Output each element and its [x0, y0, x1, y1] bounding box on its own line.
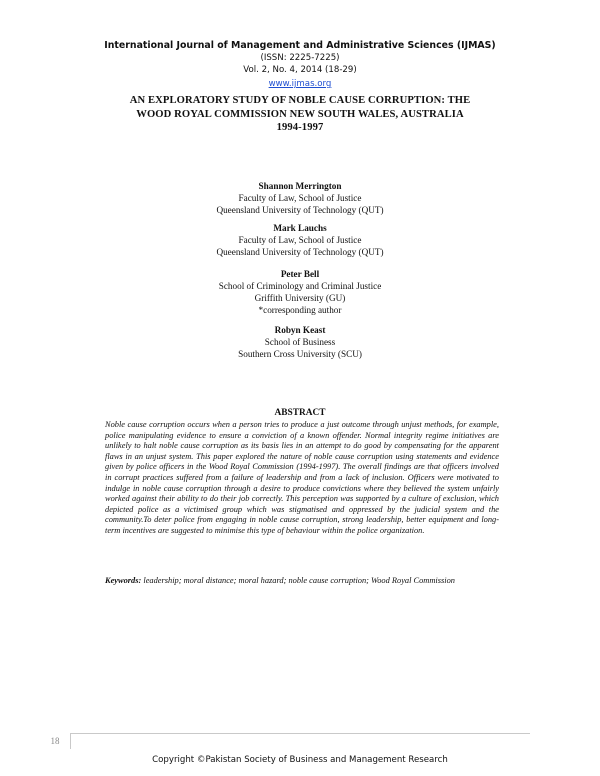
title-line: 1994-1997 — [276, 122, 324, 133]
footer-divider — [70, 733, 530, 734]
author-block — [180, 324, 420, 360]
author-name: Shannon Merrington — [258, 181, 342, 191]
title-line: AN EXPLORATORY STUDY OF NOBLE CAUSE CORRUPTION: THE — [129, 95, 471, 106]
author-affiliation: Queensland University of Technology (QUT) — [216, 247, 384, 257]
abstract-heading: ABSTRACT — [274, 408, 326, 418]
author-affiliation: Griffith University (GU) — [254, 293, 346, 303]
journal-name: International Journal of Management and Administrative Sciences (IJMAS) — [104, 40, 496, 51]
author-name: Peter Bell — [280, 269, 320, 279]
title-line: WOOD ROYAL COMMISSION NEW SOUTH WALES, AUSTRALIA — [136, 108, 464, 120]
author-affiliation: Queensland University of Technology (QUT) — [216, 205, 384, 215]
copyright-notice: Copyright ©Pakistan Society of Business and Management Research — [152, 755, 448, 765]
author-affiliation: Faculty of Law, School of Justice — [238, 193, 362, 203]
author-name: Mark Lauchs — [273, 223, 327, 233]
journal-url-link[interactable]: www.ijmas.org — [268, 79, 332, 89]
author-affiliation: School of Criminology and Criminal Justice — [218, 281, 382, 291]
author-affiliation: School of Business — [264, 337, 336, 347]
author-affiliation: Faculty of Law, School of Justice — [238, 235, 362, 245]
abstract-text: Noble cause corruption occurs when a person tries to produce a just outcome through unjust methods, for example, police manipulating evidence to ensure a conviction of a known offender. Normal integrity regime initiatives are unlikely to halt noble cause corruption as its basis lies in an attempt to do good by compensating for the apparent flaws in an unjust system. This paper explored the nature of noble cause corruption using statements and evidence given by police officers in the Wood Royal Commission (1994-1997). The overall findings are that officers involved in corrupt practices suffered from a failure of leadership and from a lack of inclusion. Officers were motivated to indulge in noble cause corruption through a desire to produce convictions where they believed the system unfairly worked against their ability to do their job correctly. This perception was supported by a culture of exclusion, which depicted police as a victimised group which was stigmatised and oppressed by the judicial system and the community.To deter police from engaging in noble cause corruption, strong leadership, better equipment and long-term incentives are suggested to minimise this type of behaviour within the police organization. — [105, 420, 499, 535]
keywords — [105, 576, 499, 587]
author-affiliation: Southern Cross University (SCU) — [238, 349, 362, 359]
journal-header — [0, 40, 600, 90]
author-block — [180, 180, 420, 216]
keywords-label: Keywords: — [105, 576, 142, 585]
journal-issn: (ISSN: 2225-7225) — [260, 53, 340, 63]
author-block — [180, 268, 420, 316]
author-name: Robyn Keast — [274, 325, 326, 335]
page-number: 18 — [40, 733, 71, 749]
keywords-text: leadership; moral distance; moral hazard; noble cause corruption; Wood Royal Commission — [141, 576, 455, 585]
journal-volume: Vol. 2, No. 4, 2014 (18-29) — [243, 65, 357, 75]
author-block — [180, 222, 420, 258]
paper-title — [90, 94, 510, 135]
author-note: *corresponding author — [258, 305, 342, 315]
